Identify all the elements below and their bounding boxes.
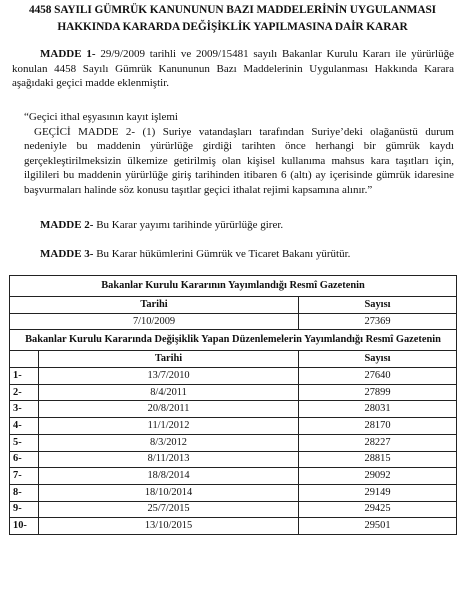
section-1-number: 27369: [299, 313, 457, 330]
row-index: 1-: [10, 368, 39, 385]
row-number: 29092: [299, 468, 457, 485]
row-date: 13/7/2010: [39, 368, 299, 385]
row-date: 18/8/2014: [39, 468, 299, 485]
section-2-col-header-row: [10, 351, 457, 368]
article-3-label: MADDE 3-: [40, 248, 94, 260]
quote-text: GEÇİCİ MADDE 2- (1) Suriye vatandaşları tarafından Suriye’deki olağanüstü durum nedeniyle bu maddenin yürürlüğe girdiği tarihten önce herhangi bir gümrük kaydı gerçekleştirilmeksizin ülkemize getirilmiş olan kişisel kullanıma mahsus kara taşıtları için, ilgilileri bu maddenin yürürlüğe giriş tarihinden itibaren 6 (altı) ay içerisinde gümrük idaresine başvurmaları halinde söz konusu taşıtlar geçici ithalat rejimi kapsamına alınır.”: [24, 125, 454, 196]
row-date: 8/3/2012: [39, 434, 299, 451]
article-2-text: Bu Karar yayımı tarihinde yürürlüğe girer.: [93, 219, 284, 231]
row-number: 29501: [299, 518, 457, 535]
row-date: 25/7/2015: [39, 501, 299, 518]
row-date: 11/1/2012: [39, 418, 299, 435]
row-index: 8-: [10, 484, 39, 501]
row-index: 4-: [10, 418, 39, 435]
table-row: [10, 484, 457, 501]
table-row: [10, 401, 457, 418]
section-1-header-row: [10, 276, 457, 297]
row-date: 8/11/2013: [39, 451, 299, 468]
table-row: [10, 468, 457, 485]
section-1-col-number: Sayısı: [299, 297, 457, 314]
article-3: [40, 247, 350, 261]
document-title: [0, 2, 465, 36]
row-number: 28170: [299, 418, 457, 435]
table-row: [10, 418, 457, 435]
row-number: 28227: [299, 434, 457, 451]
section-2-col-date: Tarihi: [39, 351, 299, 368]
section-2-title: Bakanlar Kurulu Kararında Değişiklik Yapan Düzenlemelerin Yayımlandığı Resmî Gazetenin: [10, 330, 457, 351]
row-index: 6-: [10, 451, 39, 468]
section-1-date: 7/10/2009: [10, 313, 299, 330]
article-2: [40, 218, 283, 232]
row-number: 27640: [299, 368, 457, 385]
section-2-col-number: Sayısı: [299, 351, 457, 368]
section-1-col-header-row: [10, 297, 457, 314]
article-1-text: 29/9/2009 tarihli ve 2009/15481 sayılı Bakanlar Kurulu Kararı ile yürürlüğe konulan 4458 Sayılı Gümrük Kanununun Bazı Maddelerinin Uygulanması Hakkında Karara aşağıdaki geçici madde eklenmiştir.: [12, 48, 454, 89]
row-number: 27899: [299, 384, 457, 401]
section-1-data-row: [10, 313, 457, 330]
quote-heading: “Geçici ithal eşyasının kayıt işlemi: [24, 111, 178, 123]
row-index: 10-: [10, 518, 39, 535]
section-2-header-row: [10, 330, 457, 351]
table-row: [10, 451, 457, 468]
row-index: 9-: [10, 501, 39, 518]
row-index: 7-: [10, 468, 39, 485]
temporary-article-quote: [24, 110, 454, 197]
row-index: 2-: [10, 384, 39, 401]
article-3-text: Bu Karar hükümlerini Gümrük ve Ticaret Bakanı yürütür.: [93, 248, 351, 260]
table-row: [10, 434, 457, 451]
section-2-col-index: [10, 351, 39, 368]
table-row: [10, 384, 457, 401]
section-1-col-date: Tarihi: [10, 297, 299, 314]
section-1-title: Bakanlar Kurulu Kararının Yayımlandığı Resmî Gazetenin: [10, 276, 457, 297]
title-line-2: HAKKINDA KARARDA DEĞİŞİKLİK YAPILMASINA DAİR KARAR: [57, 21, 408, 33]
official-gazette-table: [9, 275, 457, 535]
row-date: 13/10/2015: [39, 518, 299, 535]
table-row: [10, 501, 457, 518]
article-1-label: MADDE 1-: [40, 48, 96, 60]
row-number: 28815: [299, 451, 457, 468]
row-index: 3-: [10, 401, 39, 418]
title-line-1: 4458 SAYILI GÜMRÜK KANUNUNUN BAZI MADDELERİNİN UYGULANMASI: [28, 4, 437, 16]
row-number: 29425: [299, 501, 457, 518]
table-row: [10, 368, 457, 385]
article-1: [12, 47, 454, 91]
row-number: 28031: [299, 401, 457, 418]
row-number: 29149: [299, 484, 457, 501]
row-date: 8/4/2011: [39, 384, 299, 401]
table-row: [10, 518, 457, 535]
article-2-label: MADDE 2-: [40, 219, 94, 231]
row-date: 20/8/2011: [39, 401, 299, 418]
row-date: 18/10/2014: [39, 484, 299, 501]
row-index: 5-: [10, 434, 39, 451]
